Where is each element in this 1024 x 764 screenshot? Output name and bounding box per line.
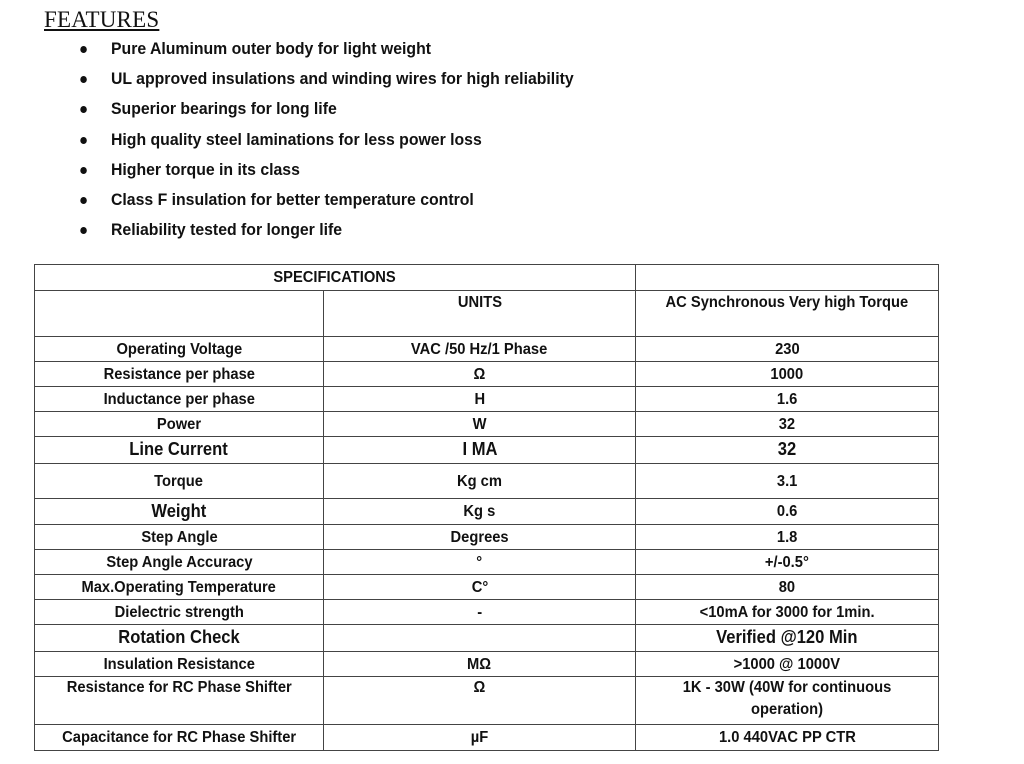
table-row: [35, 437, 939, 464]
feature-text: High quality steel laminations for less power loss: [111, 129, 482, 149]
bullet-icon: [80, 76, 87, 83]
feature-text: Class F insulation for better temperature control: [111, 189, 474, 209]
table-title-right: [636, 265, 939, 291]
value-cell: <10mA for 3000 for 1min.: [636, 600, 939, 625]
unit-cell: H: [324, 387, 636, 412]
value-cell: >1000 @ 1000V: [636, 652, 939, 677]
value-cell: 1.8: [636, 525, 939, 550]
parameter-cell: Weight: [35, 499, 324, 525]
unit-cell: -: [324, 600, 636, 625]
table-row: [35, 337, 939, 362]
unit-cell: °: [324, 550, 636, 575]
parameter-cell: Capacitance for RC Phase Shifter: [35, 725, 324, 751]
table-row: [35, 677, 939, 725]
bullet-icon: [80, 227, 87, 234]
value-cell: 32: [636, 412, 939, 437]
parameter-cell: Operating Voltage: [35, 337, 324, 362]
table-row: [35, 575, 939, 600]
value-cell: 1.0 440VAC PP CTR: [636, 725, 939, 751]
table-row: [35, 600, 939, 625]
table-row: [35, 412, 939, 437]
unit-cell: C°: [324, 575, 636, 600]
parameter-cell: Inductance per phase: [35, 387, 324, 412]
table-row: [35, 652, 939, 677]
parameter-cell: Resistance per phase: [35, 362, 324, 387]
parameter-cell: Step Angle: [35, 525, 324, 550]
unit-cell: MΩ: [324, 652, 636, 677]
unit-cell: Degrees: [324, 525, 636, 550]
table-row: [35, 387, 939, 412]
table-title-row: [35, 265, 939, 291]
unit-cell: Kg cm: [324, 464, 636, 499]
feature-item: [8, 94, 574, 124]
feature-text: Superior bearings for long life: [111, 99, 337, 119]
parameter-cell: Torque: [35, 464, 324, 499]
value-cell: Verified @120 Min: [636, 625, 939, 652]
unit-cell: µF: [324, 725, 636, 751]
feature-item: [8, 125, 574, 155]
value-cell: 1K - 30W (40W for continuous operation): [636, 677, 939, 725]
unit-cell: Ω: [324, 362, 636, 387]
table-row: [35, 725, 939, 751]
table-row: [35, 362, 939, 387]
unit-cell: [324, 625, 636, 652]
table-row: [35, 625, 939, 652]
parameter-cell: Step Angle Accuracy: [35, 550, 324, 575]
parameter-cell: Line Current: [35, 437, 324, 464]
table-row: [35, 550, 939, 575]
value-cell: 80: [636, 575, 939, 600]
parameter-cell: Insulation Resistance: [35, 652, 324, 677]
feature-item: [8, 185, 574, 215]
specifications-table: [34, 264, 939, 751]
parameter-cell: Rotation Check: [35, 625, 324, 652]
features-list: [0, 34, 608, 245]
value-cell: 3.1: [636, 464, 939, 499]
unit-cell: W: [324, 412, 636, 437]
table-row: [35, 464, 939, 499]
feature-text: Reliability tested for longer life: [111, 220, 343, 240]
header-units: UNITS: [324, 291, 636, 337]
bullet-icon: [80, 137, 87, 144]
features-heading: FEATURES: [44, 7, 160, 32]
value-cell: +/-0.5°: [636, 550, 939, 575]
table-row: [35, 499, 939, 525]
feature-text: Pure Aluminum outer body for light weight: [111, 39, 432, 58]
unit-cell: Ω: [324, 677, 636, 725]
header-parameter: [35, 291, 324, 337]
bullet-icon: [80, 46, 87, 53]
unit-cell: Kg s: [324, 499, 636, 525]
parameter-cell: Dielectric strength: [35, 600, 324, 625]
parameter-cell: Max.Operating Temperature: [35, 575, 324, 600]
feature-item: [8, 64, 574, 94]
bullet-icon: [80, 167, 87, 174]
unit-cell: I MA: [324, 437, 636, 464]
bullet-icon: [80, 197, 87, 204]
feature-text: UL approved insulations and winding wires for high reliability: [111, 69, 574, 89]
parameter-cell: Resistance for RC Phase Shifter: [35, 677, 324, 725]
feature-item: [8, 155, 574, 185]
feature-item: [8, 34, 574, 64]
feature-text: Higher torque in its class: [111, 159, 300, 179]
table-header-row: [35, 291, 939, 337]
unit-cell: VAC /50 Hz/1 Phase: [324, 337, 636, 362]
bullet-icon: [80, 106, 87, 113]
value-cell: 0.6: [636, 499, 939, 525]
value-cell: 230: [636, 337, 939, 362]
value-cell: 1000: [636, 362, 939, 387]
table-title: SPECIFICATIONS: [35, 265, 636, 291]
feature-item: [8, 215, 574, 245]
value-cell: 32: [636, 437, 939, 464]
parameter-cell: Power: [35, 412, 324, 437]
table-row: [35, 525, 939, 550]
header-value: AC Synchronous Very high Torque: [636, 291, 939, 337]
value-cell: 1.6: [636, 387, 939, 412]
